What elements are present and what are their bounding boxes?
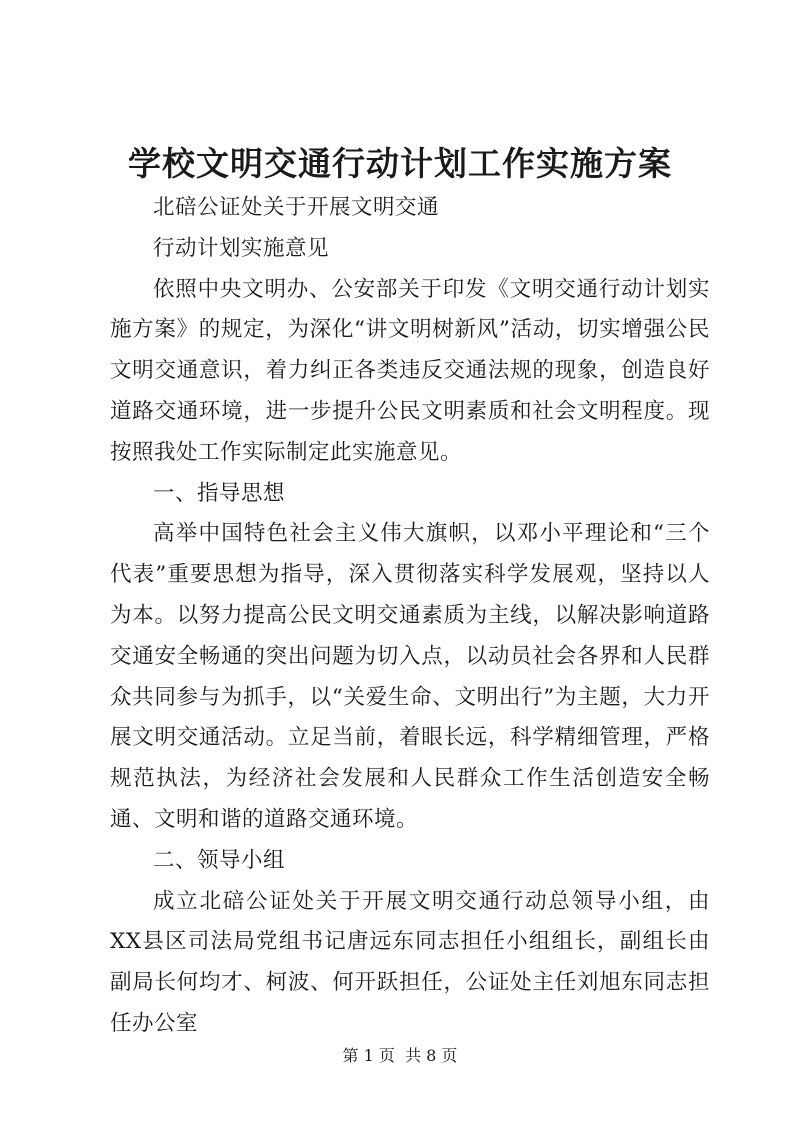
section-heading: 二、领导小组 <box>153 847 286 873</box>
page-footer <box>0 1046 800 1066</box>
paragraph: 成立北碚公证处关于开展文明交通行动总领导小组，由XX县区司法局党组书记唐远东同志担任小组组长，副组长由副局长何均才、柯波、何开跃担任，公证处主任刘旭东同志担任办公室 <box>110 888 710 1036</box>
section-heading: 一、指导思想 <box>153 480 286 506</box>
paragraph: 北碚公证处关于开展文明交通 <box>153 195 440 220</box>
paragraph: 依照中央文明办、公安部关于印发《文明交通行动计划实施方案》的规定，为深化“讲文明树新风”活动，切实增强公民文明交通意识，着力纠正各类违反交通法规的现象，创造良好道路交通环境，进一步提升公民文明素质和社会文明程度。现按照我处工作实际制定此实施意见。 <box>110 276 710 465</box>
document-body <box>110 188 710 1045</box>
paragraph: 行动计划实施意见 <box>153 235 330 261</box>
paragraph: 高举中国特色社会主义伟大旗帜，以邓小平理论和“三个代表”重要思想为指导，深入贯彻落实科学发展观，坚持以人为本。以努力提高公民文明交通素质为主线，以解决影响道路交通安全畅通的突出问题为切入点，以动员社会各界和人民群众共同参与为抓手，以“关爱生命、文明出行”为主题，大力开展文明交通活动。立足当前，着眼长远，科学精细管理，严格规范执法，为经济社会发展和人民群众工作生活创造安全畅通、文明和谐的道路交通环境。 <box>110 521 710 832</box>
page-number: 第 1 页 共 8 页 <box>342 1046 458 1065</box>
document-title: 学校文明交通行动计划工作实施方案 <box>128 144 672 183</box>
